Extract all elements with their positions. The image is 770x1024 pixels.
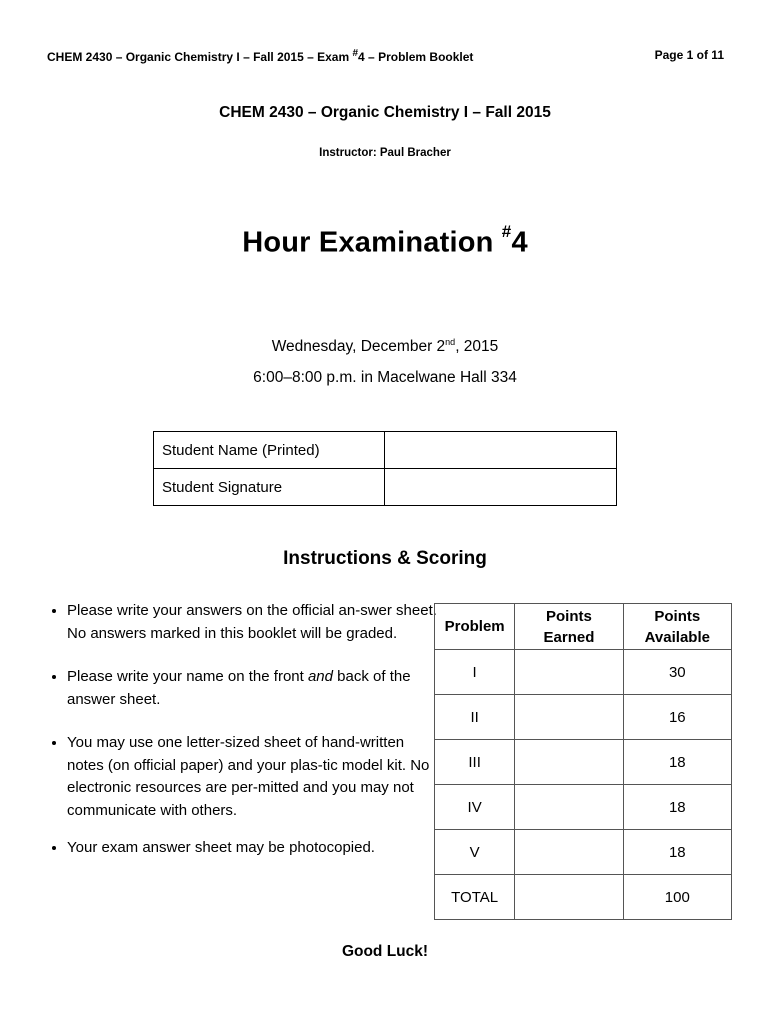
points-available-cell: 18 <box>623 785 731 830</box>
instructions-list <box>44 600 437 881</box>
points-earned-cell[interactable] <box>515 695 623 740</box>
points-available-cell: 16 <box>623 695 731 740</box>
score-row-iv <box>435 785 732 830</box>
score-row-i <box>435 650 732 695</box>
student-info-table <box>153 431 617 506</box>
student-signature-row <box>154 469 617 506</box>
running-header-prefix: CHEM 2430 – Organic Chemistry I – Fall 2015 – Exam <box>47 50 353 64</box>
score-row-v <box>435 830 732 875</box>
exam-date-year: , 2015 <box>455 338 499 356</box>
running-header <box>47 48 473 64</box>
student-name-label: Student Name (Printed) <box>154 432 385 469</box>
exam-number: 4 <box>511 226 528 259</box>
exam-date-prefix: Wednesday, December 2 <box>271 338 446 356</box>
instruction-notes-allowed: • You may use one letter-sized sheet of hand-written notes (on official paper) and your plas-tic model kit. No electronic resources are per-mitted and you may not communicate with others. <box>67 732 437 822</box>
points-available-cell: 100 <box>623 875 731 920</box>
score-row-ii <box>435 695 732 740</box>
student-signature-field[interactable] <box>385 469 617 506</box>
course-title: CHEM 2430 – Organic Chemistry I – Fall 2015 <box>219 104 551 121</box>
instruction-write-name <box>67 666 437 711</box>
exam-title <box>0 222 770 260</box>
problem-label: IV <box>435 785 515 830</box>
problem-label: TOTAL <box>435 875 515 920</box>
exam-date <box>0 337 770 356</box>
points-earned-cell[interactable] <box>515 830 623 875</box>
header-points-earned <box>515 604 623 650</box>
points-available-cell: 30 <box>623 650 731 695</box>
header-problem: Problem <box>435 604 515 650</box>
score-row-iii <box>435 740 732 785</box>
problem-label: II <box>435 695 515 740</box>
instructor-line: Instructor: Paul Bracher <box>319 147 451 159</box>
header-points-available-1: Points <box>654 607 701 625</box>
points-earned-cell[interactable] <box>515 650 623 695</box>
problem-label: I <box>435 650 515 695</box>
exam-date-ordinal: nd <box>445 337 456 347</box>
points-available-cell: 18 <box>623 830 731 875</box>
instruction-answer-sheet: • Please write your answers on the official an-swer sheet. No answers marked in this booklet will be graded. <box>67 600 437 645</box>
scoring-table <box>434 603 732 920</box>
instruction-photocopy: • Your exam answer sheet may be photocopied. <box>67 837 437 860</box>
exam-title-hash: # <box>501 222 512 241</box>
page-number: Page 1 of 11 <box>654 48 724 62</box>
header-points-earned-1: Points <box>546 607 592 625</box>
exam-time-place: 6:00–8:00 p.m. in Macelwane Hall 334 <box>253 369 517 386</box>
problem-label: III <box>435 740 515 785</box>
student-signature-label: Student Signature <box>154 469 385 506</box>
student-name-row <box>154 432 617 469</box>
student-name-field[interactable] <box>385 432 617 469</box>
instructions-heading: Instructions & Scoring <box>283 548 487 569</box>
points-earned-cell[interactable] <box>515 740 623 785</box>
scoring-header-row <box>435 604 732 650</box>
exam-title-text: Hour Examination <box>242 226 502 259</box>
good-luck-closing: Good Luck! <box>341 943 429 960</box>
points-earned-cell[interactable] <box>515 875 623 920</box>
points-earned-cell[interactable] <box>515 785 623 830</box>
running-header-suffix: 4 – Problem Booklet <box>358 50 474 64</box>
instruction-write-name-pre: Please write your name on the front <box>67 668 308 685</box>
instruction-write-name-post: back of the answer sheet. <box>67 668 411 708</box>
score-row-total <box>435 875 732 920</box>
header-points-earned-2: Earned <box>543 628 595 646</box>
points-available-cell: 18 <box>623 740 731 785</box>
instruction-write-name-em: and <box>307 668 333 685</box>
problem-label: V <box>435 830 515 875</box>
header-points-available-2: Available <box>644 628 710 646</box>
running-header-hash: # <box>352 48 359 59</box>
header-points-available <box>623 604 731 650</box>
